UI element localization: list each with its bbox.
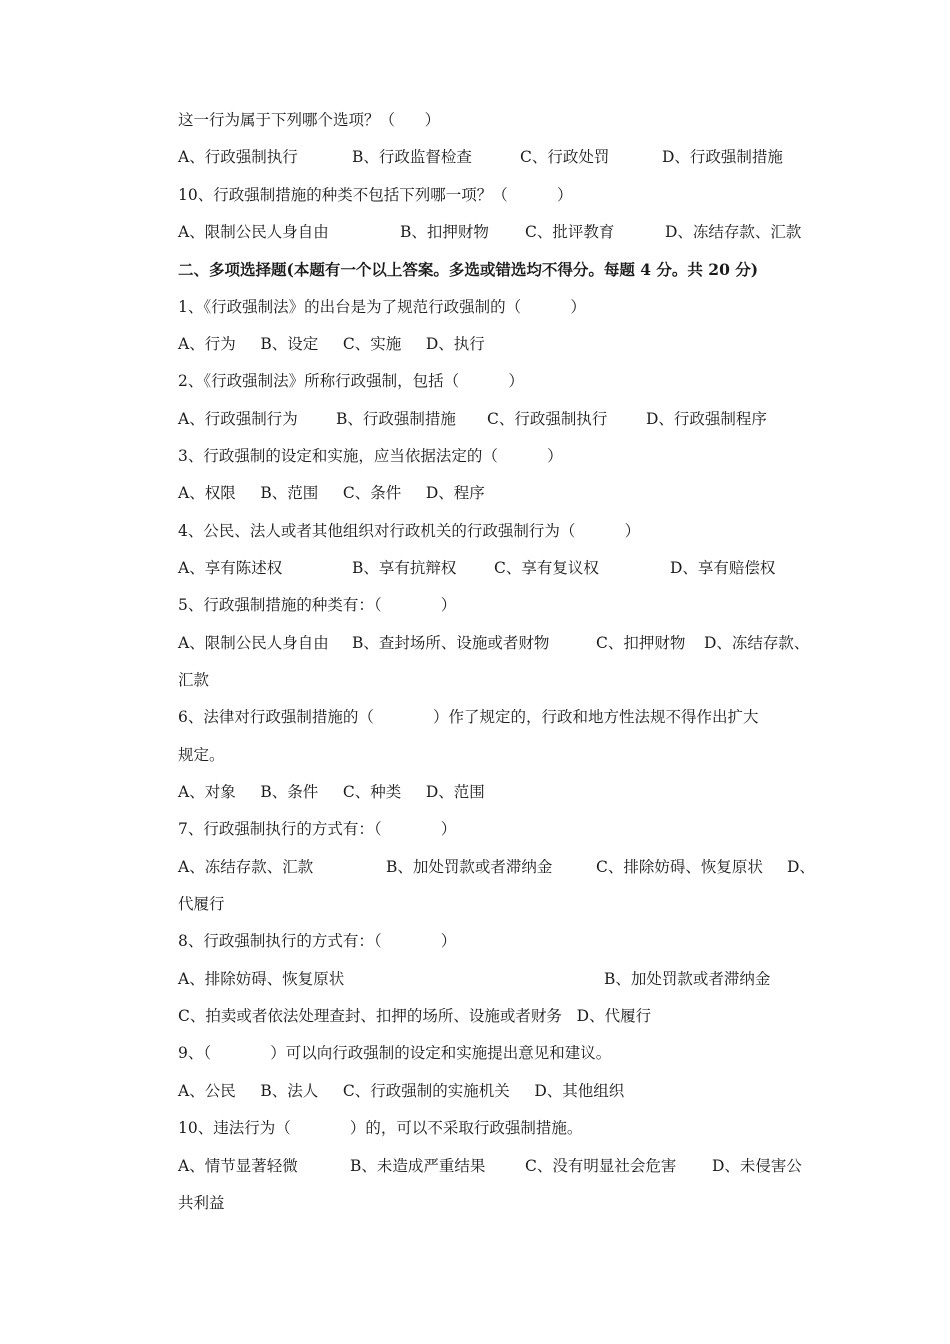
option-c: C、没有明显社会危害 (525, 1157, 677, 1175)
option-c: C、排除妨碍、恢复原状 (596, 858, 763, 876)
option-a: A、冻结存款、汇款 (178, 858, 314, 876)
option-b: B、享有抗辩权 (352, 559, 457, 577)
mq-7-option-d-cont: 代履行 (178, 895, 225, 913)
option-d: D、行政强制措施 (662, 148, 783, 166)
mq-8-options-cont: C、拍卖或者依法处理查封、扣押的场所、设施或者财务 D、代履行 (178, 1007, 652, 1025)
question-10-stem: 10、行政强制措施的种类不包括下列哪一项？（ ） (178, 186, 573, 204)
option-d: D、享有赔偿权 (670, 559, 776, 577)
mq-9-stem: 9、（ ）可以向行政强制的设定和实施提出意见和建议。 (178, 1044, 612, 1062)
mq-5-stem: 5、行政强制措施的种类有：（ ） (178, 596, 457, 614)
option-c: C、批评教育 (525, 223, 615, 241)
mq-4-stem: 4、公民、法人或者其他组织对行政机关的行政强制行为（ ） (178, 522, 641, 540)
option-d: D、冻结存款、 (704, 634, 810, 652)
option-b: B、加处罚款或者滞纳金 (386, 858, 553, 876)
mq-5-option-d-cont: 汇款 (178, 671, 210, 689)
option-a: A、享有陈述权 (178, 559, 283, 577)
option-b: B、扣押财物 (400, 223, 489, 241)
option-b: B、未造成严重结果 (350, 1157, 486, 1175)
mq-6-stem: 6、法律对行政强制措施的（ ）作了规定的，行政和地方性法规不得作出扩大 (178, 708, 759, 726)
option-a: A、行政强制执行 (178, 148, 298, 166)
mq-8-stem: 8、行政强制执行的方式有：（ ） (178, 932, 457, 950)
option-a: A、情节显著轻微 (178, 1157, 298, 1175)
option-c: C、扣押财物 (596, 634, 686, 652)
option-a: A、行政强制行为 (178, 410, 298, 428)
option-b: B、行政强制措施 (336, 410, 456, 428)
option-c: C、行政处罚 (520, 148, 610, 166)
mq-9-options: A、公民 B、法人 C、行政强制的实施机关 D、其他组织 (178, 1082, 625, 1100)
mq-10-stem: 10、违法行为（ ）的，可以不采取行政强制措施。 (178, 1119, 583, 1137)
mq-2-stem: 2、《行政强制法》所称行政强制，包括（ ） (178, 372, 524, 390)
section-heading: 二、多项选择题(本题有一个以上答案。多选或错选均不得分。每题 4 分。共 20 分) (178, 260, 759, 279)
option-d: D、行政强制程序 (646, 410, 767, 428)
mq-6-options: A、对象 B、条件 C、种类 D、范围 (178, 783, 485, 801)
option-b: B、查封场所、设施或者财物 (352, 634, 550, 652)
option-b: B、行政监督检查 (352, 148, 472, 166)
option-d: D、冻结存款、汇款 (665, 223, 802, 241)
option-a: A、排除妨碍、恢复原状 (178, 970, 345, 988)
option-d: D、 (787, 858, 815, 876)
option-c: C、享有复议权 (494, 559, 599, 577)
option-a: A、限制公民人身自由 (178, 223, 329, 241)
mq-3-stem: 3、行政强制的设定和实施，应当依据法定的（ ） (178, 447, 563, 465)
question-9-stem-end: 这一行为属于下列哪个选项？（ ） (178, 111, 441, 129)
mq-1-options: A、行为 B、设定 C、实施 D、执行 (178, 335, 485, 353)
option-d: D、未侵害公 (712, 1157, 802, 1175)
option-b: B、加处罚款或者滞纳金 (604, 970, 771, 988)
mq-1-stem: 1、《行政强制法》的出台是为了规范行政强制的（ ） (178, 298, 586, 316)
mq-3-options: A、权限 B、范围 C、条件 D、程序 (178, 484, 485, 502)
option-a: A、限制公民人身自由 (178, 634, 329, 652)
mq-10-option-d-cont: 共利益 (178, 1194, 225, 1212)
option-c: C、行政强制执行 (487, 410, 608, 428)
mq-6-stem-cont: 规定。 (178, 746, 225, 764)
mq-7-stem: 7、行政强制执行的方式有：（ ） (178, 820, 457, 838)
